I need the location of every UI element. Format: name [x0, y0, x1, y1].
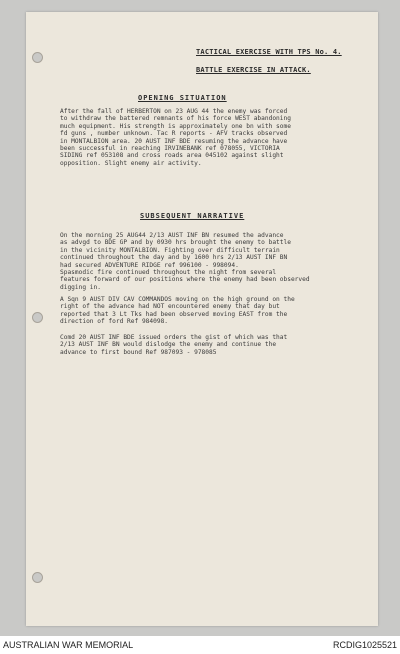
document-subheading: BATTLE EXERCISE IN ATTACK.	[196, 66, 311, 74]
text-line: advance to first bound Ref 987093 - 978085	[60, 348, 217, 356]
text-line: right of the advance had NOT encountered enemy that day but	[60, 303, 280, 311]
text-line: 2/13 AUST INF BN would dislodge the enemy and continue the	[60, 341, 277, 349]
record-id: RCDIG1025521	[332, 640, 397, 650]
text-line: to withdraw the battered remnants of his force WEST abandoning	[60, 115, 291, 123]
punch-hole	[32, 312, 43, 323]
text-line: Comd 20 AUST INF BDE issued orders the gist of which was that	[60, 334, 288, 341]
text-line: features forward of our positions where the enemy had been observed	[60, 276, 310, 284]
text-line: reported that 3 Lt Tks had been observed moving EAST from the	[60, 310, 288, 318]
text-line: opposition. Slight enemy air activity.	[60, 159, 202, 167]
text-line: had secured ADVENTURE RIDGE ref 996100 - 998094.	[60, 261, 239, 269]
section-title-subsequent: SUBSEQUENT NARRATIVE	[140, 212, 245, 220]
paragraph-narrative-1	[60, 232, 360, 291]
punch-hole	[32, 52, 43, 63]
text-line: On the morning 25 AUG44 2/13 AUST INF BN resumed the advance	[60, 232, 284, 239]
section-title-opening: OPENING SITUATION	[138, 94, 227, 102]
text-line: SIDING ref 053108 and cross roads area 045102 against slight	[60, 152, 284, 160]
text-line: been successful in reaching IRVINEBANK ref 078055, VICTORIA	[60, 145, 280, 153]
document-heading: TACTICAL EXERCISE WITH TPS No. 4.	[196, 48, 342, 56]
text-line: Spasmodic fire continued throughout the night from several	[60, 269, 277, 277]
archive-footer	[0, 636, 400, 654]
text-line: much equipment. His strength is approximately one bn with some	[60, 122, 291, 130]
text-line: fd guns , number unknown. Tac R reports - AFV tracks observed	[60, 130, 288, 138]
punch-hole	[32, 572, 43, 583]
text-line: in MONTALBION area. 20 AUST INF BDE resuming the advance have	[60, 137, 288, 145]
text-line: direction of ford Ref 984098.	[60, 318, 169, 326]
paragraph-opening-situation	[60, 108, 360, 167]
text-line: A Sqn 9 AUST DIV CAV COMMANDOS moving on the high ground on the	[60, 296, 295, 303]
paragraph-narrative-2	[60, 296, 360, 326]
text-line: digging in.	[60, 283, 101, 291]
text-line: as advgd to BDE GP and by 0930 hrs brought the enemy to battle	[60, 239, 291, 247]
text-line: continued throughout the day and by 1600 hrs 2/13 AUST INF BN	[60, 254, 288, 262]
archive-name: AUSTRALIAN WAR MEMORIAL	[3, 640, 134, 650]
paragraph-narrative-3	[60, 334, 360, 356]
text-line: After the fall of HERBERTON on 23 AUG 44 the enemy was forced	[60, 108, 288, 115]
text-line: in the vicinity MONTALBION. Fighting over difficult terrain	[60, 246, 280, 254]
